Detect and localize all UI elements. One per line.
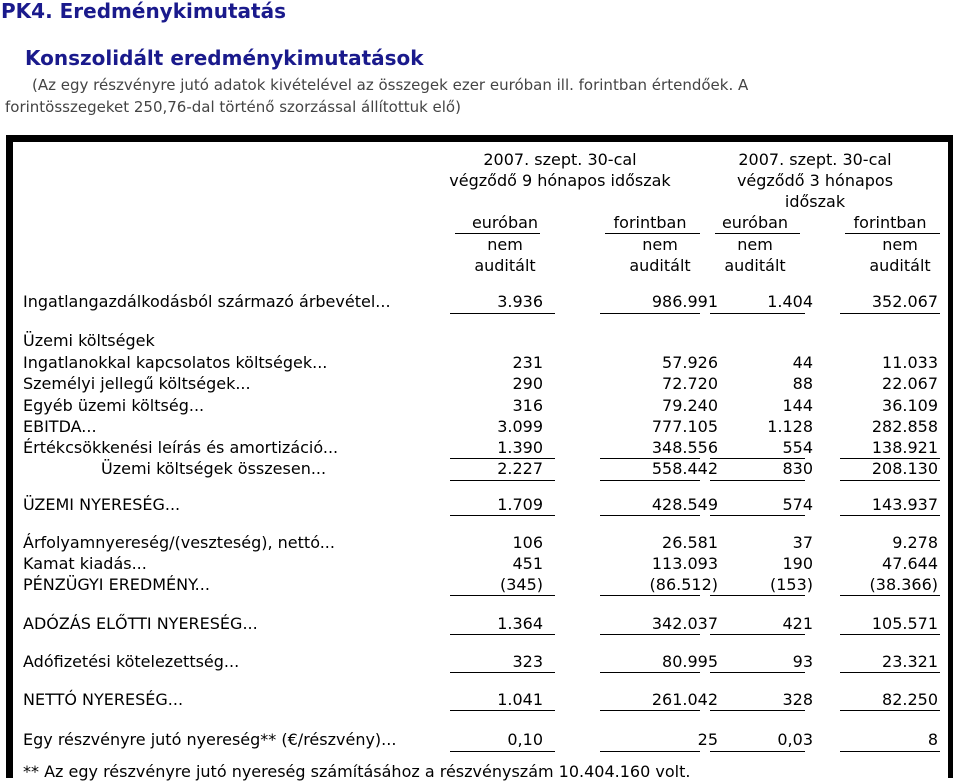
value-eur-9m: 1.390 [497, 438, 543, 457]
value-rule [600, 515, 700, 516]
value-rule [840, 595, 940, 596]
value-eur-3m: 93 [792, 652, 813, 671]
value-rule [450, 595, 555, 596]
value-eur-9m: 1.364 [497, 614, 543, 633]
value-rule [840, 710, 940, 711]
value-rule [710, 751, 805, 752]
row-label: Adófizetési kötelezettség... [23, 652, 240, 671]
audit-status-4: nem [882, 235, 918, 254]
audit-status-1b: auditált [474, 256, 536, 275]
value-huf-9m: 348.556 [651, 438, 718, 457]
section-heading: PK4. Eredménykimutatás [1, 0, 286, 23]
value-eur-9m: 1.041 [497, 690, 543, 709]
row-label: Üzemi költségek összesen... [101, 459, 327, 478]
row-label: ADÓZÁS ELŐTTI NYERESÉG... [23, 614, 258, 633]
value-huf-9m: 261.042 [651, 690, 718, 709]
value-rule [600, 710, 700, 711]
value-huf-3m: 23.321 [882, 652, 938, 671]
value-rule [600, 634, 700, 635]
value-rule [840, 458, 940, 459]
value-eur-3m: 0,03 [777, 730, 813, 749]
row-label: Értékcsökkenési leírás és amortizáció... [23, 438, 339, 457]
row-label: Ingatlanokkal kapcsolatos költségek... [23, 353, 328, 372]
period2-header-line3: időszak [784, 192, 846, 211]
period2-header-line2: végződő 3 hónapos [736, 171, 894, 190]
value-rule [600, 458, 700, 459]
value-rule [840, 313, 940, 314]
audit-status-2: nem [642, 235, 678, 254]
value-rule [840, 751, 940, 752]
value-rule [450, 515, 555, 516]
value-rule [600, 595, 700, 596]
value-eur-9m: 451 [512, 554, 543, 573]
value-rule [840, 672, 940, 673]
value-rule [600, 672, 700, 673]
value-huf-9m: 986.991 [651, 292, 718, 311]
value-huf-9m: 26.581 [662, 533, 718, 552]
value-huf-9m: 72.720 [662, 374, 718, 393]
value-eur-9m: 290 [512, 374, 543, 393]
note-line-2: forintösszegeket 250,76-dal történő szorzással állítottuk elő) [5, 98, 461, 116]
row-label: Egyéb üzemi költség... [23, 396, 205, 415]
header-rule [845, 233, 940, 234]
value-rule [710, 313, 805, 314]
value-eur-9m: 1.709 [497, 495, 543, 514]
row-label: Üzemi költségek [23, 331, 155, 350]
value-rule [450, 458, 555, 459]
header-rule [455, 233, 540, 234]
audit-status-2b: auditált [629, 256, 691, 275]
value-eur-9m: 323 [512, 652, 543, 671]
currency-header-huf-9m: forintban [613, 213, 687, 232]
value-eur-3m: 144 [782, 396, 813, 415]
row-label: ÜZEMI NYERESÉG... [23, 495, 181, 514]
value-huf-9m: (86.512) [649, 575, 718, 594]
value-huf-9m: 777.105 [651, 417, 718, 436]
value-eur-3m: 1.404 [767, 292, 813, 311]
value-huf-9m: 79.240 [662, 396, 718, 415]
value-rule [600, 751, 700, 752]
value-rule [840, 634, 940, 635]
value-huf-3m: 208.130 [871, 459, 938, 478]
value-rule [450, 710, 555, 711]
value-rule [710, 634, 805, 635]
value-huf-9m: 342.037 [651, 614, 718, 633]
value-huf-3m: 82.250 [882, 690, 938, 709]
row-label: Személyi jellegű költségek... [23, 374, 251, 393]
value-rule [710, 672, 805, 673]
value-rule [450, 313, 555, 314]
value-rule [600, 313, 700, 314]
value-eur-3m: 554 [782, 438, 813, 457]
row-label: Kamat kiadás... [23, 554, 147, 573]
value-huf-9m: 113.093 [651, 554, 718, 573]
value-eur-9m: 231 [512, 353, 543, 372]
value-huf-3m: 47.644 [882, 554, 938, 573]
value-huf-3m: (38.366) [869, 575, 938, 594]
value-rule [710, 458, 805, 459]
value-eur-3m: 190 [782, 554, 813, 573]
value-huf-3m: 352.067 [871, 292, 938, 311]
value-rule [600, 480, 700, 481]
audit-status-4b: auditált [869, 256, 931, 275]
currency-header-eur-3m: euróban [721, 213, 789, 232]
period1-header-line2: végződő 9 hónapos időszak [449, 171, 671, 190]
value-rule [840, 480, 940, 481]
value-rule [710, 710, 805, 711]
value-rule [450, 672, 555, 673]
value-huf-9m: 80.995 [662, 652, 718, 671]
header-rule [605, 233, 700, 234]
row-label: Egy részvényre jutó nyereség** (€/részvény)... [23, 730, 397, 749]
period1-header-line1: 2007. szept. 30-cal [483, 150, 637, 169]
currency-header-eur-9m: euróban [471, 213, 539, 232]
row-label: Ingatlangazdálkodásból származó árbevétel... [23, 292, 391, 311]
value-huf-9m: 57.926 [662, 353, 718, 372]
value-rule [710, 515, 805, 516]
value-eur-3m: 1.128 [767, 417, 813, 436]
value-eur-9m: 106 [512, 533, 543, 552]
row-label: Árfolyamnyereség/(veszteség), nettó... [23, 533, 335, 552]
row-label: PÉNZÜGYI EREDMÉNY... [23, 575, 210, 594]
currency-header-huf-3m: forintban [853, 213, 927, 232]
value-eur-9m: 3.099 [497, 417, 543, 436]
row-label: NETTÓ NYERESÉG... [23, 690, 184, 709]
audit-status-3: nem [737, 235, 773, 254]
value-eur-3m: 421 [782, 614, 813, 633]
row-label: EBITDA... [23, 417, 97, 436]
value-huf-9m: 558.442 [651, 459, 718, 478]
value-huf-9m: 25 [697, 730, 718, 749]
note-line-1: (Az egy részvényre jutó adatok kivételével az összegek ezer euróban ill. forintban értendőek. A [32, 76, 749, 94]
value-eur-3m: 44 [792, 353, 813, 372]
period2-header-line1: 2007. szept. 30-cal [738, 150, 892, 169]
value-huf-3m: 36.109 [882, 396, 938, 415]
value-rule [710, 480, 805, 481]
value-huf-3m: 22.067 [882, 374, 938, 393]
value-rule [840, 515, 940, 516]
header-rule [715, 233, 800, 234]
value-eur-3m: (153) [769, 575, 813, 594]
value-rule [450, 480, 555, 481]
value-huf-3m: 9.278 [892, 533, 938, 552]
value-eur-9m: 3.936 [497, 292, 543, 311]
audit-status-1: nem [487, 235, 523, 254]
value-huf-3m: 138.921 [871, 438, 938, 457]
value-rule [450, 634, 555, 635]
value-rule [450, 751, 555, 752]
value-eur-9m: 316 [512, 396, 543, 415]
footnote: ** Az egy részvényre jutó nyereség számításához a részvényszám 10.404.160 volt. [23, 762, 691, 781]
value-huf-3m: 105.571 [871, 614, 938, 633]
value-huf-3m: 11.033 [882, 353, 938, 372]
value-eur-3m: 328 [782, 690, 813, 709]
value-eur-3m: 37 [792, 533, 813, 552]
audit-status-3b: auditált [724, 256, 786, 275]
page-title: Konszolidált eredménykimutatások [25, 46, 424, 70]
value-eur-9m: (345) [499, 575, 543, 594]
value-eur-9m: 0,10 [507, 730, 543, 749]
value-huf-3m: 282.858 [871, 417, 938, 436]
value-eur-3m: 830 [782, 459, 813, 478]
value-huf-3m: 8 [927, 730, 938, 749]
value-eur-9m: 2.227 [497, 459, 543, 478]
value-huf-3m: 143.937 [871, 495, 938, 514]
value-rule [710, 595, 805, 596]
value-eur-3m: 574 [782, 495, 813, 514]
value-huf-9m: 428.549 [651, 495, 718, 514]
value-eur-3m: 88 [792, 374, 813, 393]
